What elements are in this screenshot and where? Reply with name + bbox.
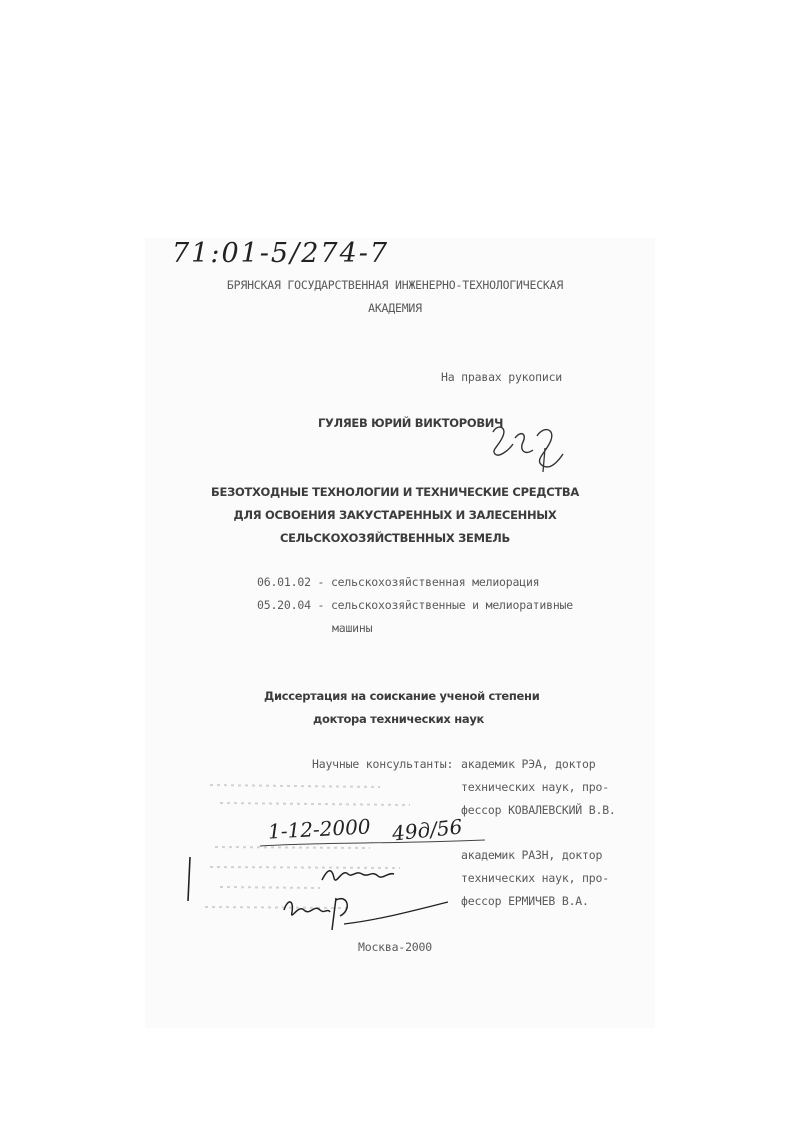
title-line-1: БЕЗОТХОДНЫЕ ТЕХНОЛОГИИ И ТЕХНИЧЕСКИЕ СРЕДСТВА bbox=[211, 485, 579, 499]
consultant-2-line-2: технических наук, про- bbox=[461, 871, 609, 885]
degree-line-1: Диссертация на соискание ученой степени bbox=[264, 689, 540, 703]
author-signature bbox=[485, 420, 575, 480]
consultant-2-line-3: фессор ЕРМИЧЕВ В.А. bbox=[461, 894, 589, 908]
consultant-2-line-1: академик РАЗН, доктор bbox=[461, 848, 603, 862]
author-name: ГУЛЯЕВ ЮРИЙ ВИКТОРОВИЧ bbox=[318, 416, 504, 430]
consultants-label: Научные консультанты: bbox=[312, 757, 454, 771]
date-underline bbox=[255, 836, 495, 856]
handwritten-date: 1-12-2000 bbox=[267, 814, 372, 844]
degree-line-2: доктора технических наук bbox=[313, 712, 485, 726]
consultant-1-line-2: технических наук, про- bbox=[461, 780, 609, 794]
institution-line-2: АКАДЕМИЯ bbox=[368, 301, 422, 315]
title-line-3: СЕЛЬСКОХОЗЯЙСТВЕННЫХ ЗЕМЕЛЬ bbox=[279, 531, 510, 545]
specialty-line-1: 06.01.02 - сельскохозяйственная мелиорация bbox=[257, 575, 540, 589]
archive-number: 71:01-5/274-7 bbox=[172, 238, 390, 269]
manuscript-note: На правах рукописи bbox=[441, 370, 563, 384]
archive-signature-1 bbox=[318, 860, 398, 890]
institution-line-1: БРЯНСКАЯ ГОСУДАРСТВЕННАЯ ИНЖЕНЕРНО-ТЕХНОЛОГИЧЕСКАЯ bbox=[226, 278, 564, 292]
specialty-line-3: машины bbox=[332, 621, 373, 635]
consultant-1-line-3: фессор КОВАЛЕВСКИЙ В.В. bbox=[461, 803, 616, 817]
margin-pen-mark bbox=[184, 855, 196, 905]
specialty-line-2: 05.20.04 - сельскохозяйственные и мелиоративные bbox=[257, 598, 574, 612]
title-line-2: ДЛЯ ОСВОЕНИЯ ЗАКУСТАРЕННЫХ И ЗАЛЕСЕННЫХ bbox=[233, 508, 557, 522]
consultant-1-line-1: академик РЭА, доктор bbox=[461, 757, 596, 771]
archive-signature-2 bbox=[278, 890, 458, 940]
handwritten-number: 49д/56 bbox=[390, 814, 464, 846]
city-year: Москва-2000 bbox=[358, 940, 432, 954]
